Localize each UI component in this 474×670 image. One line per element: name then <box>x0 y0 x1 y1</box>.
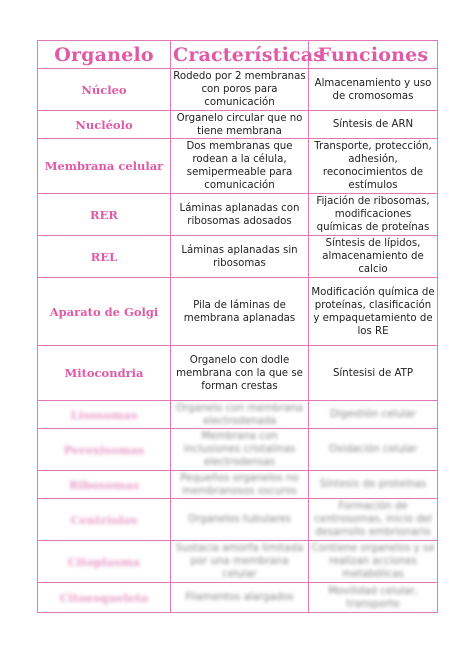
organelle-characteristics: Pequeños organelos no membranosos oscuros <box>171 471 309 499</box>
table-row <box>38 139 438 194</box>
organelle-functions: Síntesis de proteínas <box>309 471 438 499</box>
organelle-functions: Síntesisi de ATP <box>309 346 438 401</box>
organelle-characteristics: Rodedo por 2 membranas con poros para comunicación <box>171 69 309 111</box>
table-row <box>38 401 438 429</box>
organelle-name: Mitocondria <box>38 346 171 401</box>
table-row <box>38 69 438 111</box>
organelle-table <box>37 40 438 613</box>
organelle-characteristics: Organelos tubulares <box>171 499 309 541</box>
organelle-characteristics: Láminas aplanadas con ribosomas adosados <box>171 194 309 236</box>
organelle-functions: Contiene organelos y se realizan acciones metabólicas <box>309 541 438 583</box>
organelle-functions: Transporte, protección, adhesión, reconocimientos de estímulos <box>309 139 438 194</box>
table-row <box>38 278 438 346</box>
header-row <box>38 41 438 69</box>
organelle-characteristics: Sustacia amorfa limitada por una membrana celular <box>171 541 309 583</box>
organelle-characteristics: Organelo circular que no tiene membrana <box>171 111 309 139</box>
organelle-characteristics: Láminas aplanadas sin ribosomas <box>171 236 309 278</box>
organelle-characteristics: Pila de láminas de membrana aplanadas <box>171 278 309 346</box>
organelle-functions: Digestión celular <box>309 401 438 429</box>
header-caracteristicas: Cracterísticas <box>171 41 309 69</box>
organelle-characteristics: Organelo con dodle membrana con la que se forman crestas <box>171 346 309 401</box>
organelle-name: Citoesqueleto <box>38 583 171 613</box>
organelle-name: Centríolos <box>38 499 171 541</box>
organelle-name: Lisosomas <box>38 401 171 429</box>
organelle-name: Nucléolo <box>38 111 171 139</box>
table-row <box>38 583 438 613</box>
table-row <box>38 471 438 499</box>
organelle-name: Núcleo <box>38 69 171 111</box>
organelle-name: Membrana celular <box>38 139 171 194</box>
organelle-characteristics: Dos membranas que rodean a la célula, semipermeable para comunicación <box>171 139 309 194</box>
table-row <box>38 236 438 278</box>
header-funciones: Funciones <box>309 41 438 69</box>
table-row <box>38 541 438 583</box>
table-row <box>38 429 438 471</box>
table-row <box>38 499 438 541</box>
organelle-name: Ribosomas <box>38 471 171 499</box>
organelle-functions: Formación de centrosomas, inicio del desarrollo embrionario <box>309 499 438 541</box>
organelle-characteristics: Organelo con membrana electrodenada <box>171 401 309 429</box>
header-organelo: Organelo <box>38 41 171 69</box>
organelle-functions: Fijación de ribosomas, modificaciones químicas de proteínas <box>309 194 438 236</box>
table-row <box>38 346 438 401</box>
organelle-functions: Síntesis de ARN <box>309 111 438 139</box>
organelle-name: Aparato de Golgi <box>38 278 171 346</box>
table-row <box>38 194 438 236</box>
organelle-functions: Movilidad celular, transporte <box>309 583 438 613</box>
organelle-characteristics: Filamentos alargados <box>171 583 309 613</box>
organelle-functions: Modificación química de proteínas, clasificación y empaquetamiento de los RE <box>309 278 438 346</box>
organelle-name: Peroxisomas <box>38 429 171 471</box>
organelle-functions: Almacenamiento y uso de cromosomas <box>309 69 438 111</box>
organelle-name: Citoplasma <box>38 541 171 583</box>
organelle-functions: Síntesis de lípidos, almacenamiento de calcio <box>309 236 438 278</box>
table-row <box>38 111 438 139</box>
organelle-characteristics: Membrana con inclusiones cristalinas electrodensas <box>171 429 309 471</box>
organelle-functions: Oxidación celular <box>309 429 438 471</box>
organelle-name: REL <box>38 236 171 278</box>
organelle-name: RER <box>38 194 171 236</box>
